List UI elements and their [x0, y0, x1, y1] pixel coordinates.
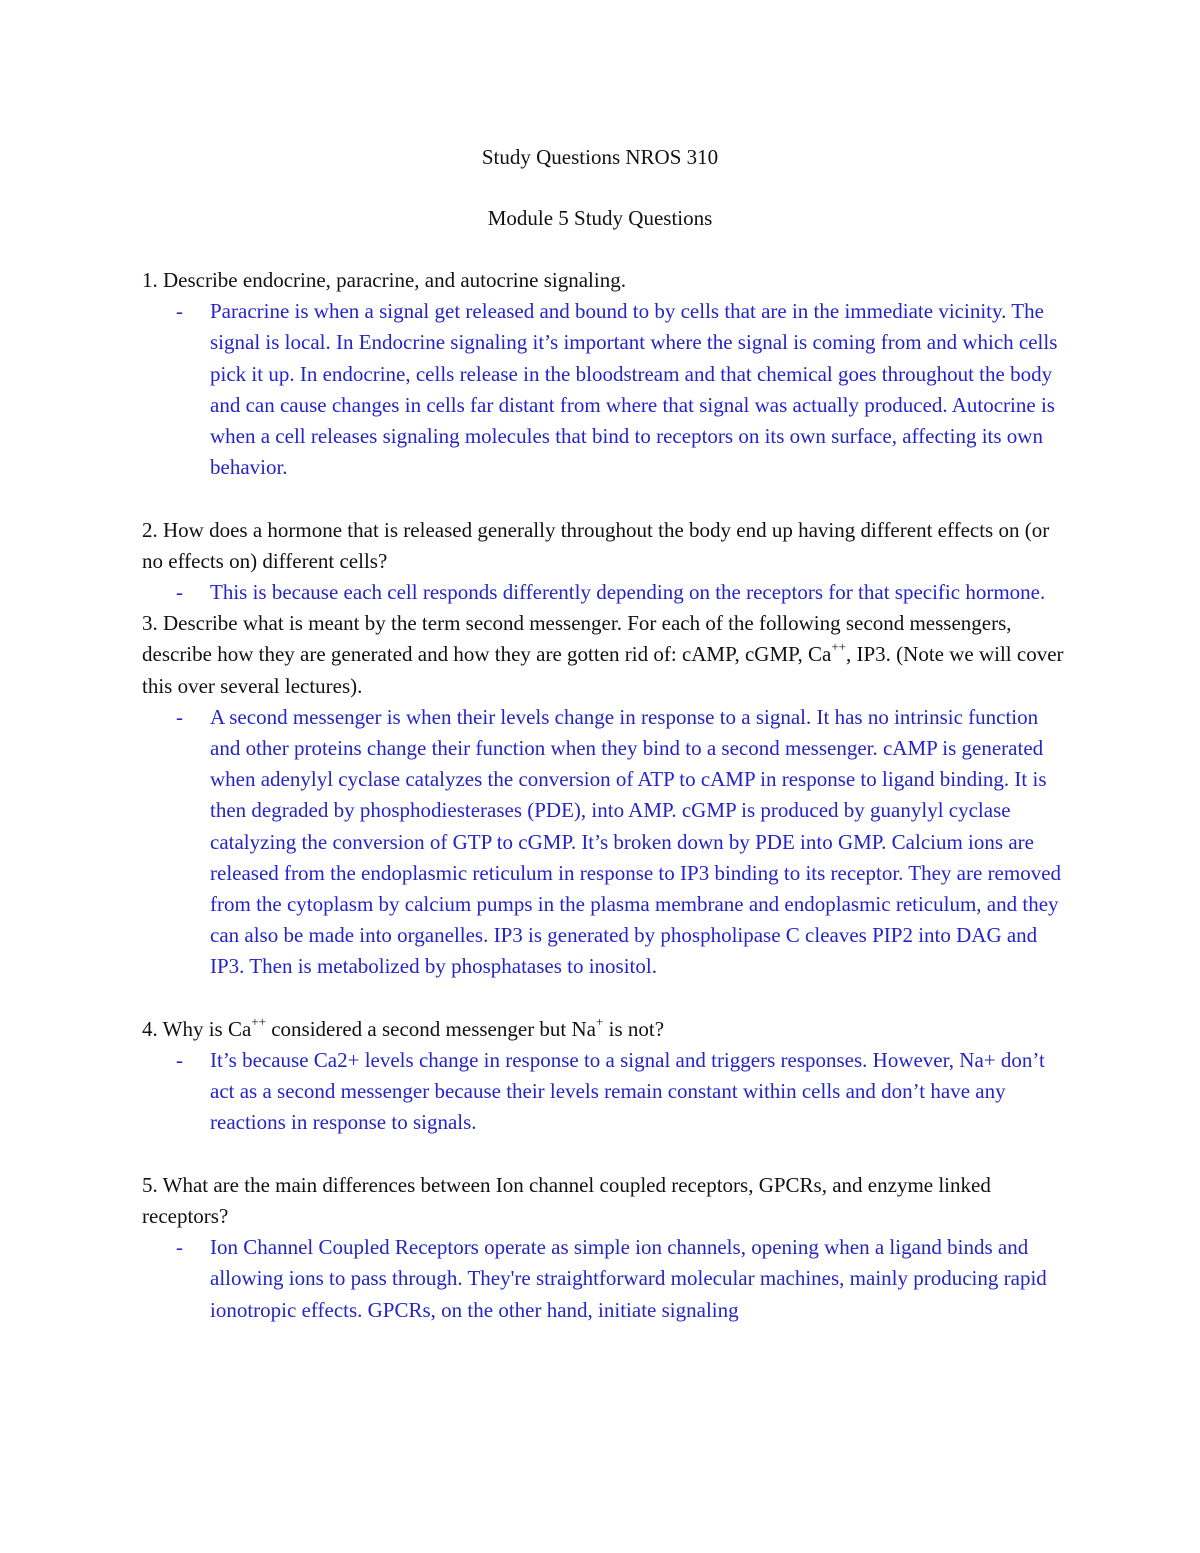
question-5: 5. What are the main differences between Ion channel coupled receptors, GPCRs, and enzyme linked receptors?	[142, 1172, 991, 1229]
answer-1-text: Paracrine is when a signal get released and bound to by cells that are in the immediate vicinity. The signal is local. In Endocrine signaling it’s important where the signal is coming from and which cells pick it up. In endocrine, cells release in the bloodstream and that chemical goes throughout the body and can cause changes in cells far distant from where that signal was actually produced. Autocrine is when a cell releases signaling molecules that bind to receptors on its own surface, affecting its own behavior.	[210, 299, 1058, 480]
question-4-superscript-na: +	[596, 1013, 604, 1029]
question-1: 1. Describe endocrine, paracrine, and autocrine signaling.	[142, 268, 626, 292]
question-2: 2. How does a hormone that is released generally throughout the body end up having different effects on (or no effects on) different cells?	[142, 517, 1050, 573]
bullet-dash: -	[176, 704, 183, 729]
question-3	[142, 608, 1072, 702]
question-4-text-a: 4. Why is Ca	[142, 1016, 252, 1041]
question-3-text-b: , IP3. (Note we will cover this over several lectures).	[142, 642, 1064, 698]
question-4-text-b: considered a second messenger but Na	[265, 1016, 597, 1041]
question-3-superscript: ++	[831, 639, 846, 655]
document-subtitle: Module 5 Study Questions	[487, 206, 713, 230]
question-3-text-a: 3. Describe what is meant by the term second messenger. For each of the following second messengers, describe how they are generated and how they are gotten rid of: cAMP, cGMP, Ca	[142, 611, 1012, 667]
answer-5	[142, 1232, 1072, 1326]
questions-body	[142, 265, 1072, 1326]
document-title: Study Questions NROS 310	[481, 145, 719, 169]
answer-3	[142, 702, 1072, 983]
answer-5-text: Ion Channel Coupled Receptors operate as simple ion channels, opening when a ligand binds and allowing ions to pass through. They're straightforward molecular machines, mainly producing rapid ionotropic effects. GPCRs, on the other hand, initiate signaling	[210, 1235, 1047, 1322]
answer-2	[142, 577, 1072, 608]
answer-3-text: A second messenger is when their levels change in response to a signal. It has no intrinsic function and other proteins change their function when they bind to a second messenger. cAMP is generated when adenylyl cyclase catalyzes the conversion of ATP to cAMP in response to ligand binding. It is then degraded by phosphodiesterases (PDE), into AMP. cGMP is produced by guanylyl cyclase catalyzing the conversion of GTP to cGMP. It’s broken down by PDE into GMP. Calcium ions are released from the endoplasmic reticulum in response to IP3 binding to its receptor. They are removed from the cytoplasm by calcium pumps in the plasma membrane and endoplasmic reticulum, and they can also be made into organelles. IP3 is generated by phospholipase C cleaves PIP2 into DAG and IP3. Then is metabolized by phosphatases to inositol.	[210, 704, 1062, 979]
question-4	[142, 1014, 1072, 1045]
spacer	[142, 483, 1072, 514]
answer-4-text: It’s because Ca2+ levels change in response to a signal and triggers responses. However, Na+ don’t act as a second messenger because their levels remain constant within cells and don’t have any reactions in response to signals.	[210, 1048, 1045, 1135]
answer-1	[142, 296, 1072, 483]
bullet-dash: -	[176, 299, 183, 324]
question-4-text-c: is not?	[603, 1016, 665, 1041]
spacer	[142, 983, 1072, 1014]
spacer	[142, 1139, 1072, 1170]
bullet-dash: -	[176, 1235, 183, 1260]
bullet-dash: -	[176, 1048, 183, 1073]
answer-2-text: This is because each cell responds differently depending on the receptors for that specific hormone.	[210, 580, 1046, 605]
question-4-superscript-ca: ++	[251, 1013, 266, 1029]
bullet-dash: -	[176, 580, 183, 605]
answer-4	[142, 1045, 1072, 1139]
